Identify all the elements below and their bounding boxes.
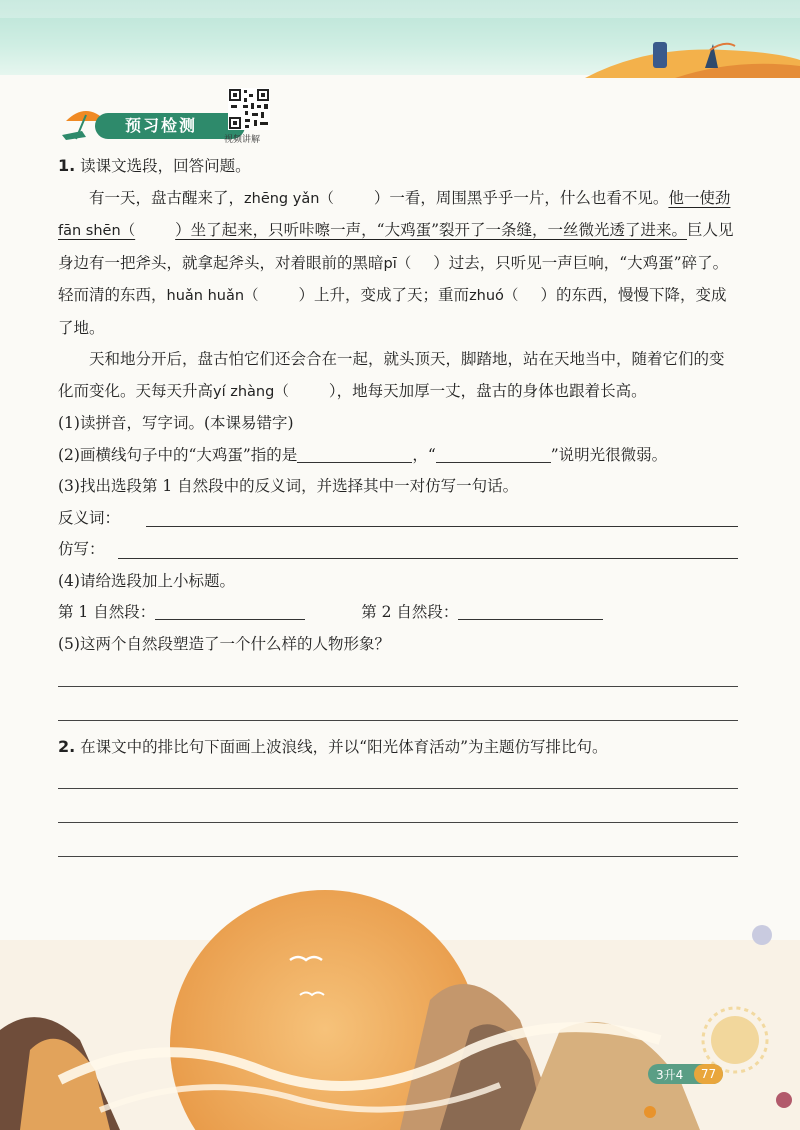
imitation-answer-line[interactable] xyxy=(118,558,738,559)
answer-blank-2[interactable] xyxy=(436,444,551,463)
paragraph-2-title-blank[interactable] xyxy=(458,601,603,620)
underlined-sentence: 他一使劲fān shēn（ ）坐了起来，只听咔嚓一声，“大鸡蛋”裂开了一条缝，一丝微光透了进来。 xyxy=(58,188,731,239)
sunset-mountain-illustration xyxy=(0,880,800,1130)
question-number: 1. xyxy=(58,156,76,175)
question-prompt: 读课文选段，回答问题。 xyxy=(80,157,251,175)
section-title: 预习检测 xyxy=(95,113,245,139)
page-number-badge xyxy=(648,1064,723,1084)
answer-blank-1[interactable] xyxy=(297,444,412,463)
top-banner xyxy=(0,0,800,75)
question-2 xyxy=(58,731,738,764)
answer-line-q5-2[interactable] xyxy=(58,720,738,721)
answer-line-q5-1[interactable] xyxy=(58,686,738,687)
sub-question-5: (5)这两个自然段塑造了一个什么样的人物形象？ xyxy=(58,634,390,653)
banner-shade xyxy=(0,0,800,18)
answer-line-q2-1[interactable] xyxy=(58,788,738,789)
question-1 xyxy=(58,150,738,183)
grade-label: 3升4 xyxy=(656,1068,684,1082)
worksheet-content xyxy=(58,150,738,857)
antonym-answer-line[interactable] xyxy=(146,526,738,527)
qr-code-icon[interactable] xyxy=(228,88,270,130)
page-number: 77 xyxy=(694,1064,723,1084)
passage-paragraph-1: 有一天，盘古醒来了，zhēng yǎn（ ）一看，周围黑乎乎一片，什么也看不见。他一使劲fān shēn（ ）坐了起来，只听咔嚓一声，“大鸡蛋”裂开了一条缝，一丝微光透了进来。巨人见身边有一把斧头，就拿起斧头，对着眼前的黑暗pī（ ）过去，只听见一声巨响，“大鸡蛋”碎了。轻而清的东西，huǎn huǎn（ ）上升，变成了天；重而zhuó（ ）的东西，慢慢下降，变成了地。 xyxy=(58,188,734,337)
sub-question-4: (4)请给选段加上小标题。 xyxy=(58,571,235,590)
subtitle-answer-row: 第 1 自然段： 第 2 自然段： xyxy=(58,597,738,629)
beach-illustration xyxy=(585,38,800,78)
sub-question-2: (2)画横线句子中的“大鸡蛋”指的是 ，“ ”说明光很微弱。 xyxy=(58,445,668,464)
qr-label: 视频讲解 xyxy=(224,135,261,145)
passage-paragraph-2: 天和地分开后，盘古怕它们还会合在一起，就头顶天，脚踏地，站在天地当中，随着它们的变化而变化。天每天升高yí zhàng（ ），地每天加厚一丈，盘古的身体也跟着长高。 xyxy=(58,350,725,400)
answer-line-q2-2[interactable] xyxy=(58,822,738,823)
answer-line-q2-3[interactable] xyxy=(58,856,738,857)
question-number: 2. xyxy=(58,737,76,756)
question-prompt: 在课文中的排比句下面画上波浪线，并以“阳光体育活动”为主题仿写排比句。 xyxy=(80,738,608,756)
sub-question-1: (1)读拼音，写字词。(本课易错字) xyxy=(58,414,294,432)
antonym-answer-row: 反义词： xyxy=(58,503,738,535)
sub-question-3: (3)找出选段第 1 自然段中的反义词，并选择其中一对仿写一句话。 xyxy=(58,477,519,495)
paragraph-1-title-blank[interactable] xyxy=(155,601,305,620)
imitation-answer-row: 仿写： xyxy=(58,534,738,566)
